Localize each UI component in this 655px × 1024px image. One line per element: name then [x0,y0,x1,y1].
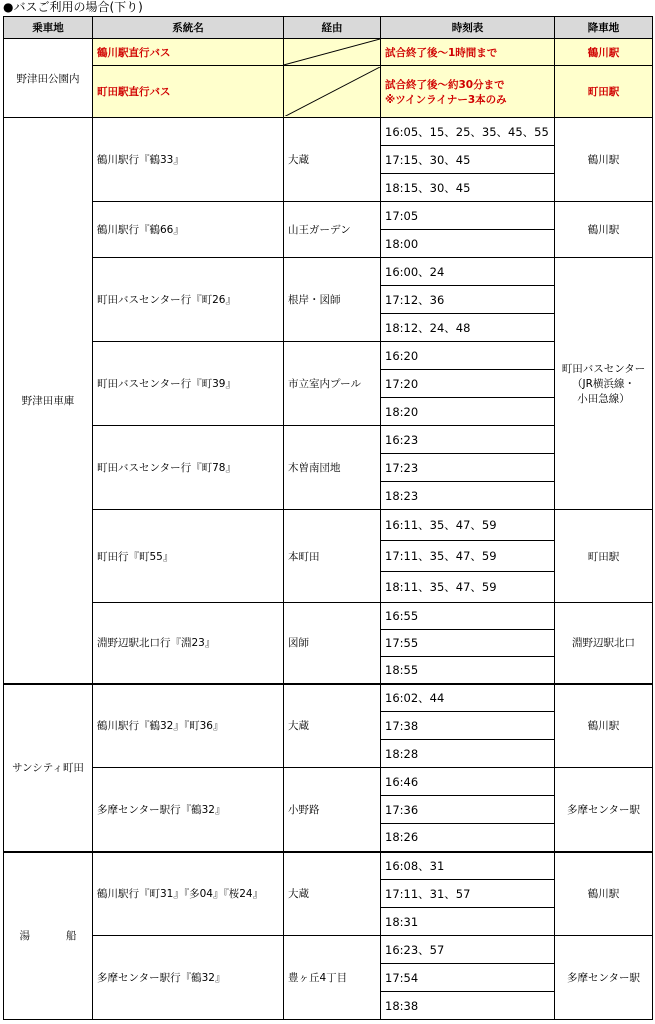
destination: 鶴川駅 [555,852,653,936]
time-note: ※ツインライナー3本のみ [385,93,507,106]
via: 小野路 [284,768,381,852]
time-cell: 16:02、44 [381,684,555,712]
route-name: 鶴川駅行『町31』『多04』『桜24』 [93,852,284,936]
table-row [4,39,653,66]
table-row [4,202,653,230]
table-row [4,768,653,796]
table-row [4,603,653,630]
time-cell: 試合終了後～1時間まで [381,39,555,66]
destination: 多摩センター駅 [555,936,653,1020]
table-row [4,936,653,964]
route-name: 多摩センター駅行『鶴32』 [93,768,284,852]
table-row [4,510,653,541]
route-name: 鶴川駅行『鶴33』 [93,118,284,202]
time-cell: 17:05 [381,202,555,230]
destination: 鶴川駅 [555,118,653,202]
time-cell: 17:12、36 [381,286,555,314]
destination-bus-center [555,258,653,510]
header-route: 系統名 [93,17,284,39]
time-cell: 18:15、30、45 [381,174,555,202]
time-cell: 16:08、31 [381,852,555,880]
time-cell: 18:31 [381,908,555,936]
time-cell: 17:36 [381,796,555,824]
bus-timetable [3,16,653,1020]
destination: 多摩センター駅 [555,768,653,852]
via: 本町田 [284,510,381,603]
route-name: 町田バスセンター行『町78』 [93,426,284,510]
time-cell: 17:54 [381,964,555,992]
time-cell: 17:23 [381,454,555,482]
via-none [284,66,381,118]
via: 図師 [284,603,381,684]
time-cell: 18:26 [381,824,555,852]
via: 木曽南団地 [284,426,381,510]
time-cell: 17:15、30、45 [381,146,555,174]
time-cell: 18:00 [381,230,555,258]
route-name: 町田バスセンター行『町26』 [93,258,284,342]
time-cell: 18:11、35、47、59 [381,572,555,603]
destination: 鶴川駅 [555,202,653,258]
table-row [4,852,653,880]
destination: 町田駅 [555,66,653,118]
table-row [4,118,653,146]
via: 根岸・図師 [284,258,381,342]
header-timetable: 時刻表 [381,17,555,39]
destination-line: 町田バスセンター [561,363,646,375]
route-name: 多摩センター駅行『鶴32』 [93,936,284,1020]
via: 豊ヶ丘4丁目 [284,936,381,1020]
time-cell: 16:00、24 [381,258,555,286]
header-destination: 降車地 [555,17,653,39]
time-cell: 16:23、57 [381,936,555,964]
time-cell: 16:11、35、47、59 [381,510,555,541]
route-name: 町田行『町55』 [93,510,284,603]
header-row [4,17,653,39]
time-cell: 17:11、31、57 [381,880,555,908]
via: 大蔵 [284,852,381,936]
via: 大蔵 [284,118,381,202]
route-name: 町田駅直行バス [93,66,284,118]
route-name: 淵野辺駅北口行『淵23』 [93,603,284,684]
time-cell: 18:28 [381,740,555,768]
stop-char: 船 [66,930,77,943]
time-cell: 18:12、24、48 [381,314,555,342]
time-cell: 18:23 [381,482,555,510]
header-boarding: 乗車地 [4,17,93,39]
time-cell: 18:38 [381,992,555,1020]
via-none [284,39,381,66]
table-row [4,684,653,712]
table-row [4,258,653,286]
time-cell [381,66,555,118]
route-name: 鶴川駅直行バス [93,39,284,66]
route-name: 鶴川駅行『鶴66』 [93,202,284,258]
destination: 鶴川駅 [555,684,653,768]
table-row [4,66,653,118]
stop-char: 湯 [19,930,30,943]
time-cell: 16:05、15、25、35、45、55 [381,118,555,146]
destination: 淵野辺駅北口 [555,603,653,684]
destination-line: （JR横浜線・ [572,378,635,390]
time-cell: 16:55 [381,603,555,630]
time-cell: 17:11、35、47、59 [381,541,555,572]
via: 市立室内プール [284,342,381,426]
time-cell: 17:38 [381,712,555,740]
page-title: ●バスご利用の場合(下り) [3,0,143,14]
time-cell: 18:55 [381,657,555,684]
time-cell: 17:55 [381,630,555,657]
stop-suncity-machida: サンシティ町田 [4,684,93,852]
header-via: 経由 [284,17,381,39]
destination-line: 小田急線） [577,393,630,405]
route-name: 鶴川駅行『鶴32』『町36』 [93,684,284,768]
destination: 鶴川駅 [555,39,653,66]
via: 大蔵 [284,684,381,768]
via: 山王ガーデン [284,202,381,258]
stop-nozuta-park: 野津田公園内 [4,39,93,118]
time-cell: 16:20 [381,342,555,370]
route-name: 町田バスセンター行『町39』 [93,342,284,426]
time-line: 試合終了後～約30分まで [385,78,505,91]
time-cell: 16:46 [381,768,555,796]
destination: 町田駅 [555,510,653,603]
time-cell: 17:20 [381,370,555,398]
time-cell: 16:23 [381,426,555,454]
stop-nozuta-garage: 野津田車庫 [4,118,93,684]
time-cell: 18:20 [381,398,555,426]
stop-yubune [4,852,93,1020]
